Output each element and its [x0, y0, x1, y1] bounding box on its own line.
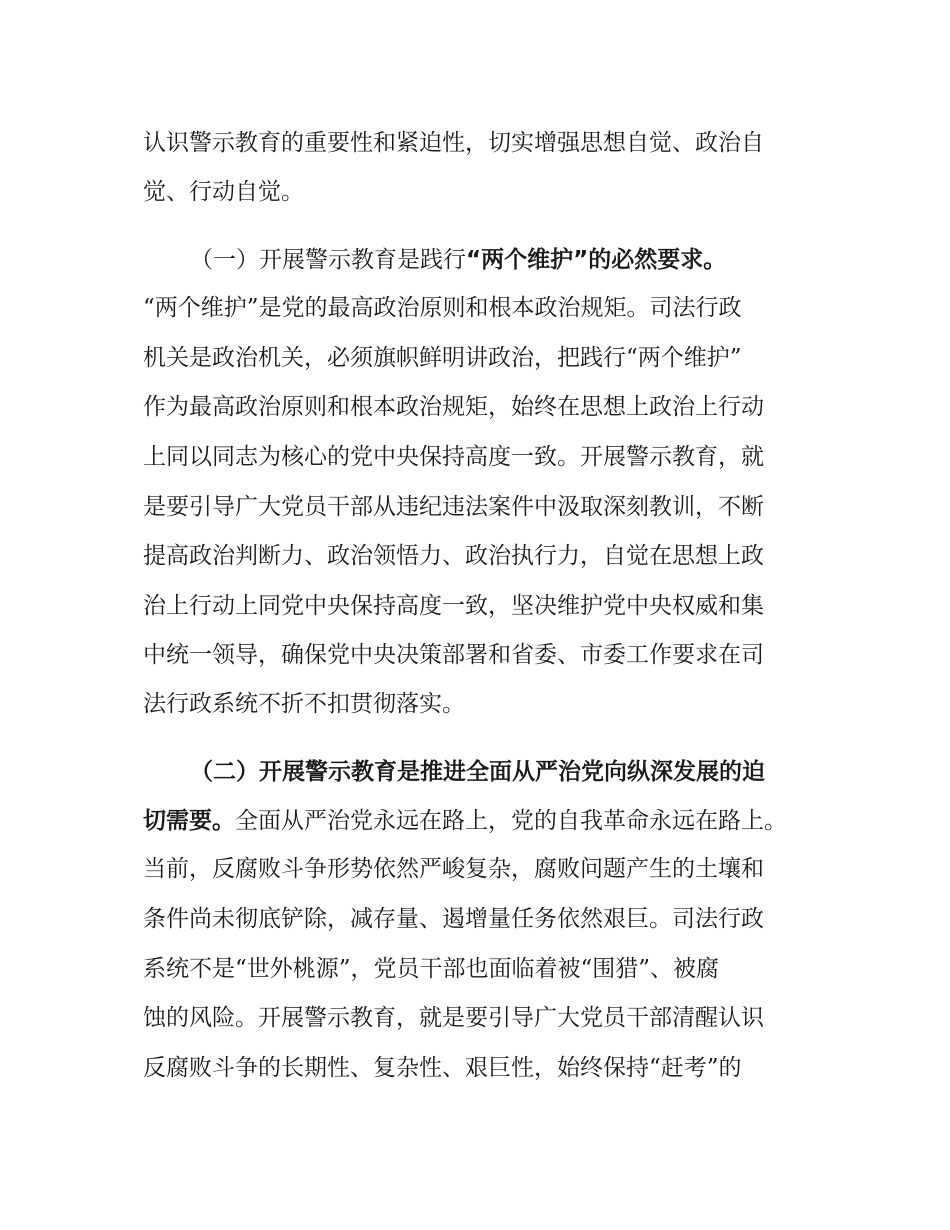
section-two-line-5: 反腐败斗争的长期性、复杂性、艰巨性，始终保持“赶考”的 [143, 1055, 742, 1081]
intro-line-1: 认识警示教育的重要性和紧迫性，切实增强思想自觉、政治自 [143, 130, 764, 156]
section-one-heading-prefix: （一）开展警示教育是践行 [190, 247, 466, 273]
section-two-line-3: 系统不是“世外桃源”，党员干部也面临着被“围猎”、被腐 [143, 956, 720, 982]
section-two-line-1: 当前，反腐败斗争形势依然严峻复杂，腐败问题产生的土壤和 [143, 856, 764, 882]
section-two-heading-line-1: （二）开展警示教育是推进全面从严治党向纵深发展的迫 [190, 759, 765, 785]
section-one-line-6: 提高政治判断力、政治领悟力、政治执行力，自觉在思想上政 [143, 543, 764, 569]
section-one-line-2: 机关是政治机关，必须旗帜鲜明讲政治，把践行“两个维护” [143, 345, 742, 371]
section-one-line-8: 中统一领导，确保党中央决策部署和省委、市委工作要求在司 [143, 642, 764, 668]
intro-line-2: 觉、行动自觉。 [143, 179, 304, 205]
section-two-heading-rest: 全面从严治党永远在路上，党的自我革命永远在路上。 [235, 808, 787, 834]
section-one-line-5: 是要引导广大党员干部从违纪违法案件中汲取深刻教训，不断 [143, 494, 764, 520]
section-one-heading [190, 242, 870, 278]
section-one-line-9: 法行政系统不折不扣贯彻落实。 [143, 691, 465, 717]
section-two-line-2: 条件尚未彻底铲除，减存量、遏增量任务依然艰巨。司法行政 [143, 906, 764, 932]
section-one-line-7: 治上行动上同党中央保持高度一致，坚决维护党中央权威和集 [143, 593, 764, 619]
section-two-heading-bold: 切需要。 [143, 808, 235, 834]
section-one-heading-bold: “两个维护”的必然要求。 [466, 247, 727, 273]
section-two-line-4: 蚀的风险。开展警示教育，就是要引导广大党员干部清醒认识 [143, 1005, 764, 1031]
section-one-line-1: “两个维护”是党的最高政治原则和根本政治规矩。司法行政 [143, 295, 742, 321]
section-one-line-3: 作为最高政治原则和根本政治规矩，始终在思想上政治上行动 [143, 394, 764, 420]
section-one-line-4: 上同以同志为核心的党中央保持高度一致。开展警示教育，就 [143, 444, 764, 470]
section-two-heading-line-2 [143, 803, 823, 839]
